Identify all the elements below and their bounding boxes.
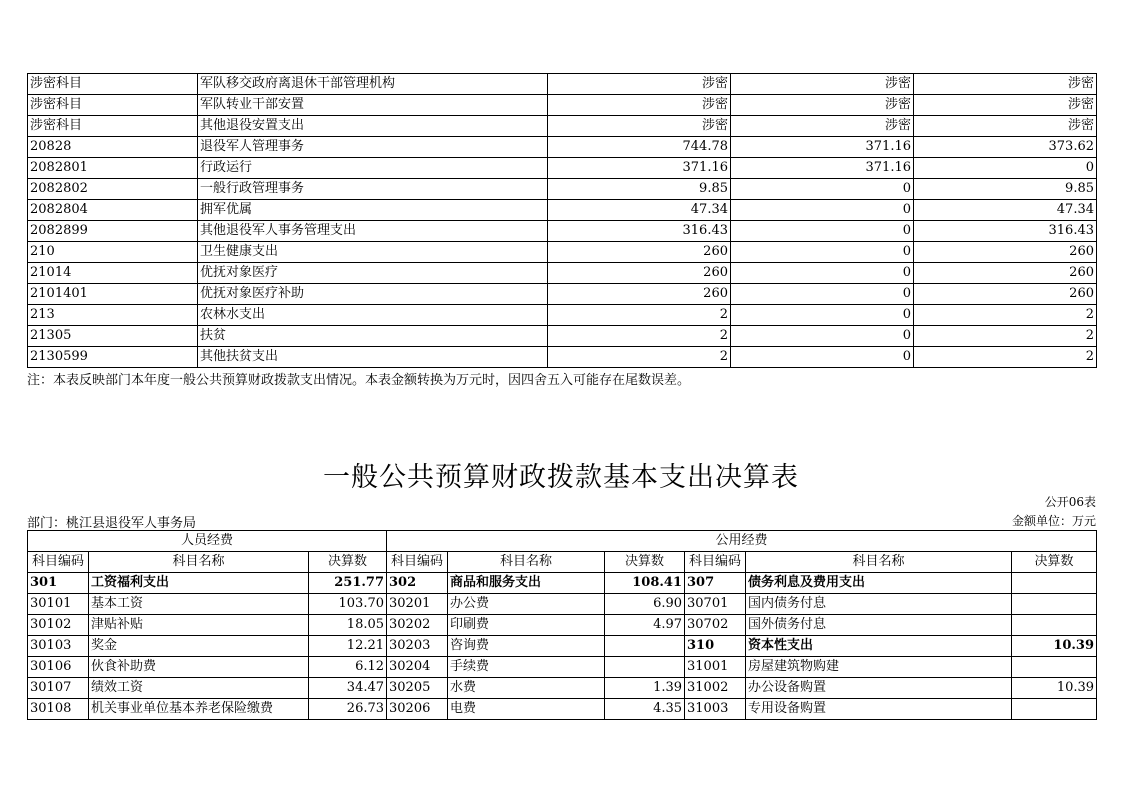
code-header: 科目编码: [28, 552, 89, 573]
amount-total-cell: 316.43: [548, 221, 731, 242]
subject-code-cell: 30106: [28, 657, 89, 678]
name-header: 科目名称: [746, 552, 1012, 573]
subject-name-cell: 退役军人管理事务: [198, 137, 548, 158]
amount-total-cell: 涉密: [548, 95, 731, 116]
amount-project-cell: 涉密: [914, 74, 1097, 95]
amount-project-cell: 316.43: [914, 221, 1097, 242]
amount-project-cell: 2: [914, 305, 1097, 326]
amount-cell: 108.41: [605, 573, 685, 594]
amount-total-cell: 260: [548, 284, 731, 305]
table-row: [28, 305, 1097, 326]
subject-name-cell: 电费: [448, 699, 605, 720]
amount-project-cell: 260: [914, 263, 1097, 284]
amount-cell: 26.73: [309, 699, 387, 720]
table-row: [28, 657, 1097, 678]
subject-code-cell: 20828: [28, 137, 198, 158]
subject-code-cell: 30203: [387, 636, 448, 657]
table-row: [28, 137, 1097, 158]
subject-name-cell: 农林水支出: [198, 305, 548, 326]
amount-project-cell: 0: [914, 158, 1097, 179]
personnel-expense-header: 人员经费: [28, 531, 387, 552]
table-row: [28, 347, 1097, 368]
subject-code-cell: 30107: [28, 678, 89, 699]
subject-code-cell: 30702: [685, 615, 746, 636]
amount-header: 决算数: [605, 552, 685, 573]
amount-basic-cell: 0: [731, 305, 914, 326]
amount-header: 决算数: [1012, 552, 1097, 573]
subject-code-cell: 310: [685, 636, 746, 657]
table-row: [28, 284, 1097, 305]
subject-name-cell: 卫生健康支出: [198, 242, 548, 263]
amount-total-cell: 260: [548, 242, 731, 263]
amount-total-cell: 2: [548, 326, 731, 347]
subject-name-cell: 资本性支出: [746, 636, 1012, 657]
subject-code-cell: 30205: [387, 678, 448, 699]
subject-name-cell: 军队移交政府离退休干部管理机构: [198, 74, 548, 95]
amount-cell: 1.39: [605, 678, 685, 699]
amount-cell: 4.97: [605, 615, 685, 636]
amount-cell: [1012, 699, 1097, 720]
subject-name-cell: 工资福利支出: [89, 573, 309, 594]
subject-name-cell: 国内债务付息: [746, 594, 1012, 615]
amount-project-cell: 涉密: [914, 116, 1097, 137]
basic-expenditure-table: [27, 530, 1097, 720]
amount-total-cell: 260: [548, 263, 731, 284]
amount-cell: 12.21: [309, 636, 387, 657]
subject-code-cell: 30108: [28, 699, 89, 720]
table-row: [28, 221, 1097, 242]
amount-header: 决算数: [309, 552, 387, 573]
amount-cell: 103.70: [309, 594, 387, 615]
table-row: [28, 326, 1097, 347]
subject-name-cell: 手续费: [448, 657, 605, 678]
subject-name-cell: 军队转业干部安置: [198, 95, 548, 116]
subject-name-cell: 津贴补贴: [89, 615, 309, 636]
subject-code-cell: 21305: [28, 326, 198, 347]
amount-total-cell: 371.16: [548, 158, 731, 179]
table-row: [28, 158, 1097, 179]
subject-code-cell: 31001: [685, 657, 746, 678]
subject-code-cell: 2101401: [28, 284, 198, 305]
subject-name-cell: 伙食补助费: [89, 657, 309, 678]
subject-code-cell: 30204: [387, 657, 448, 678]
table-row: [28, 95, 1097, 116]
subject-name-cell: 房屋建筑物购建: [746, 657, 1012, 678]
amount-cell: [605, 636, 685, 657]
amount-cell: 18.05: [309, 615, 387, 636]
table-row: [28, 699, 1097, 720]
amount-cell: 251.77: [309, 573, 387, 594]
subject-name-cell: 其他扶贫支出: [198, 347, 548, 368]
subject-code-cell: 涉密科目: [28, 116, 198, 137]
amount-total-cell: 47.34: [548, 200, 731, 221]
amount-project-cell: 2: [914, 326, 1097, 347]
name-header: 科目名称: [89, 552, 309, 573]
amount-cell: 4.35: [605, 699, 685, 720]
subject-name-cell: 机关事业单位基本养老保险缴费: [89, 699, 309, 720]
subject-name-cell: 水费: [448, 678, 605, 699]
subject-code-cell: 2082801: [28, 158, 198, 179]
amount-basic-cell: 0: [731, 284, 914, 305]
table-row: [28, 263, 1097, 284]
amount-basic-cell: 0: [731, 263, 914, 284]
table-row: [28, 594, 1097, 615]
code-header: 科目编码: [685, 552, 746, 573]
amount-project-cell: 373.62: [914, 137, 1097, 158]
subject-code-cell: 21014: [28, 263, 198, 284]
subject-name-cell: 其他退役安置支出: [198, 116, 548, 137]
subject-name-cell: 行政运行: [198, 158, 548, 179]
subject-name-cell: 办公设备购置: [746, 678, 1012, 699]
amount-basic-cell: 371.16: [731, 137, 914, 158]
amount-cell: 6.90: [605, 594, 685, 615]
amount-total-cell: 涉密: [548, 116, 731, 137]
subject-name-cell: 优抚对象医疗: [198, 263, 548, 284]
amount-cell: 34.47: [309, 678, 387, 699]
amount-basic-cell: 0: [731, 221, 914, 242]
subject-name-cell: 绩效工资: [89, 678, 309, 699]
subject-code-cell: 2082804: [28, 200, 198, 221]
subject-code-cell: 30202: [387, 615, 448, 636]
amount-cell: [1012, 615, 1097, 636]
table-number: 公开06表: [1044, 495, 1096, 509]
amount-cell: [1012, 573, 1097, 594]
amount-unit-label: 金额单位：万元: [1011, 514, 1096, 528]
amount-cell: [605, 657, 685, 678]
table-row: [28, 116, 1097, 137]
table-row: [28, 74, 1097, 95]
amount-total-cell: 9.85: [548, 179, 731, 200]
page-title: 一般公共预算财政拨款基本支出决算表: [323, 462, 799, 493]
table-row: [28, 636, 1097, 657]
subject-name-cell: 办公费: [448, 594, 605, 615]
department-label: 部门：桃江县退役军人事务局: [27, 516, 197, 531]
subject-name-cell: 国外债务付息: [746, 615, 1012, 636]
amount-total-cell: 涉密: [548, 74, 731, 95]
subject-name-cell: 专用设备购置: [746, 699, 1012, 720]
subject-name-cell: 商品和服务支出: [448, 573, 605, 594]
amount-cell: [1012, 594, 1097, 615]
amount-cell: 10.39: [1012, 636, 1097, 657]
name-header: 科目名称: [448, 552, 605, 573]
subject-name-cell: 基本工资: [89, 594, 309, 615]
subject-code-cell: 213: [28, 305, 198, 326]
table-row: [28, 615, 1097, 636]
subject-code-cell: 30101: [28, 594, 89, 615]
amount-basic-cell: 涉密: [731, 95, 914, 116]
subject-code-cell: 涉密科目: [28, 74, 198, 95]
amount-project-cell: 9.85: [914, 179, 1097, 200]
amount-basic-cell: 0: [731, 179, 914, 200]
table-note: 注：本表反映部门本年度一般公共预算财政拨款支出情况。本表金额转换为万元时，因四舍五入可能存在尾数误差。: [27, 373, 691, 388]
amount-project-cell: 涉密: [914, 95, 1097, 116]
subject-name-cell: 拥军优属: [198, 200, 548, 221]
amount-basic-cell: 0: [731, 347, 914, 368]
subject-name-cell: 其他退役军人事务管理支出: [198, 221, 548, 242]
amount-total-cell: 2: [548, 347, 731, 368]
amount-basic-cell: 0: [731, 200, 914, 221]
subject-code-cell: 30103: [28, 636, 89, 657]
table-row: [28, 179, 1097, 200]
amount-total-cell: 744.78: [548, 137, 731, 158]
subject-code-cell: 2130599: [28, 347, 198, 368]
subject-name-cell: 扶贫: [198, 326, 548, 347]
subject-code-cell: 210: [28, 242, 198, 263]
column-header-row: [28, 552, 1097, 573]
amount-basic-cell: 涉密: [731, 74, 914, 95]
amount-project-cell: 260: [914, 242, 1097, 263]
subject-code-cell: 31003: [685, 699, 746, 720]
subject-code-cell: 2082802: [28, 179, 198, 200]
amount-cell: [1012, 657, 1097, 678]
amount-cell: 10.39: [1012, 678, 1097, 699]
subject-name-cell: 印刷费: [448, 615, 605, 636]
amount-project-cell: 260: [914, 284, 1097, 305]
subject-code-cell: 301: [28, 573, 89, 594]
table-row: [28, 573, 1097, 594]
code-header: 科目编码: [387, 552, 448, 573]
subject-code-cell: 30206: [387, 699, 448, 720]
amount-basic-cell: 0: [731, 326, 914, 347]
subject-name-cell: 债务利息及费用支出: [746, 573, 1012, 594]
subject-code-cell: 30701: [685, 594, 746, 615]
amount-cell: 6.12: [309, 657, 387, 678]
public-expense-header: 公用经费: [387, 531, 1097, 552]
amount-project-cell: 2: [914, 347, 1097, 368]
subject-code-cell: 30201: [387, 594, 448, 615]
subject-code-cell: 30102: [28, 615, 89, 636]
amount-basic-cell: 0: [731, 242, 914, 263]
subject-code-cell: 302: [387, 573, 448, 594]
subject-name-cell: 优抚对象医疗补助: [198, 284, 548, 305]
table-row: [28, 200, 1097, 221]
subject-name-cell: 咨询费: [448, 636, 605, 657]
subject-name-cell: 一般行政管理事务: [198, 179, 548, 200]
amount-basic-cell: 371.16: [731, 158, 914, 179]
amount-project-cell: 47.34: [914, 200, 1097, 221]
subject-code-cell: 2082899: [28, 221, 198, 242]
expenditure-detail-table: [27, 73, 1097, 368]
table-row: [28, 242, 1097, 263]
group-header-row: [28, 531, 1097, 552]
subject-code-cell: 涉密科目: [28, 95, 198, 116]
amount-total-cell: 2: [548, 305, 731, 326]
subject-code-cell: 31002: [685, 678, 746, 699]
subject-code-cell: 307: [685, 573, 746, 594]
subject-name-cell: 奖金: [89, 636, 309, 657]
amount-basic-cell: 涉密: [731, 116, 914, 137]
table-row: [28, 678, 1097, 699]
